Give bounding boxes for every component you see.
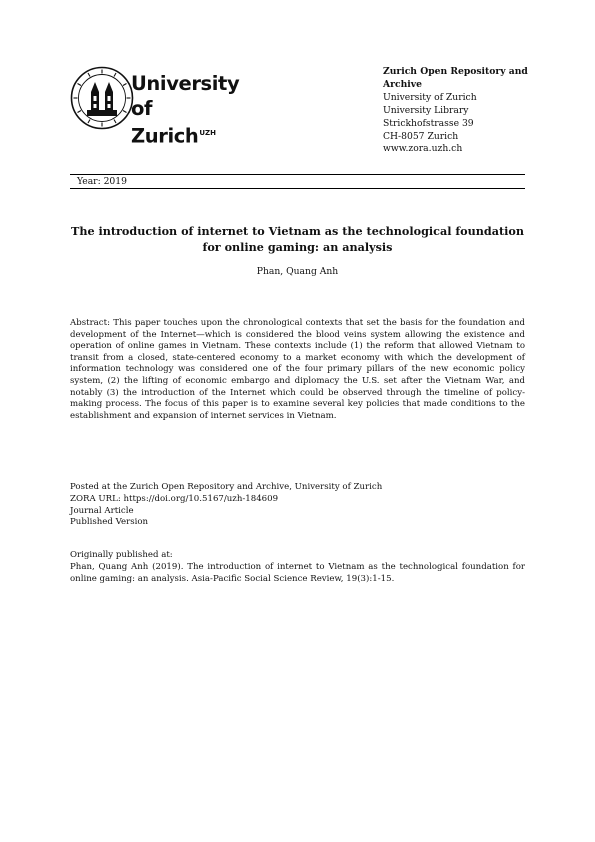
posted-info — [70, 482, 382, 529]
originally-published-heading: Originally published at: — [70, 550, 173, 560]
university-logo — [70, 66, 255, 148]
address-line: University of Zurich — [383, 91, 477, 103]
address-line: Strickhofstrasse 39 — [383, 117, 474, 129]
uzh-superscript: UZH — [199, 129, 216, 137]
posted-line: Posted at the Zurich Open Repository and Archive, University of Zurich — [70, 482, 383, 492]
bottom-divider — [70, 188, 525, 189]
repository-name: Zurich Open Repository and Archive — [383, 66, 528, 90]
document-type: Journal Article — [70, 505, 134, 516]
publication-year: Year: 2019 — [77, 176, 127, 187]
originally-published — [70, 550, 525, 585]
paper-title: The introduction of internet to Vietnam as the technological foundation for online gaming: an analysis — [71, 224, 524, 254]
zora-url[interactable]: ZORA URL: https://doi.org/10.5167/uzh-184609 — [70, 493, 279, 504]
repository-address — [383, 66, 533, 156]
top-divider — [70, 174, 525, 175]
university-name-line2: Zurich — [131, 124, 199, 148]
university-seal-icon — [70, 66, 134, 130]
repository-url[interactable]: www.zora.uzh.ch — [383, 143, 463, 155]
citation-text: Phan, Quang Anh (2019). The introduction of internet to Vietnam as the technological foundation for online gaming: an analysis. Asia-Pacific Social Science Review, 19(3):1-15. — [70, 561, 525, 584]
version-label: Published Version — [70, 517, 149, 528]
abstract-text: Abstract: This paper touches upon the chronological contexts that set the basis for the foundation and development of the Internet—which is considered the blood veins system allowing the existence and operation of online games in Vietnam. These contexts include (1) the reform that allowed Vietnam to transit from a closed, state-centered economy to a market economy with which the development of information technology was considered one of the four primary pillars of the new economic policy system, (2) the lifting of economic embargo and diplomacy the U.S. set after the Vietnam War, and notably (3) the introduction of the Internet which could be observed through the timeline of policy-making process. The focus of this paper is to examine several key policies that made conditions to the establishment and expansion of internet services in Vietnam. — [70, 318, 525, 421]
address-line: CH-8057 Zurich — [383, 130, 459, 142]
university-name-line1: University of — [131, 72, 240, 120]
university-name — [131, 71, 255, 149]
address-line: University Library — [383, 104, 469, 116]
paper-author: Phan, Quang Anh — [256, 266, 339, 277]
